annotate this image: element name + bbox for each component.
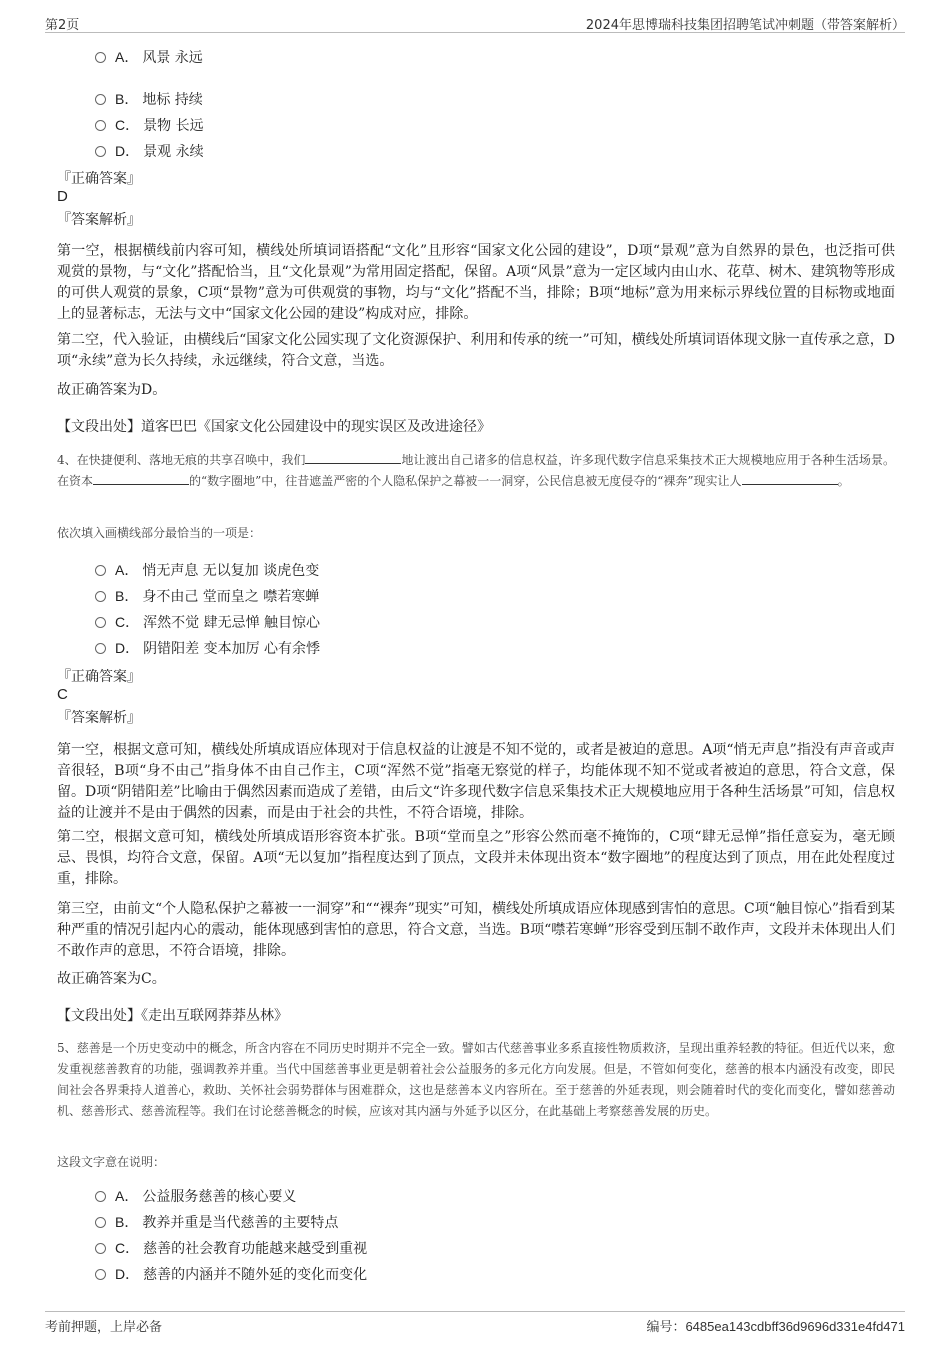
radio-icon[interactable]: [95, 643, 106, 654]
q4-answer: C: [57, 686, 68, 703]
q4-source: 【文段出处】《走出互联网莽莽丛林》: [57, 1008, 288, 1024]
blank-2: [93, 472, 189, 485]
q4-analysis-p2: 第二空，根据文意可知，横线处所填成语形容资本扩张。B项“堂而皇之”形容公然而毫不掩饰的，C项“肆无忌惮”指任意妄为，毫无顾忌、畏惧，均符合文意，保留。A项“无以复加”指程度达到了顶点，文段并未体现出资本“数字圈地”的程度达到了顶点，用在此处程度过重，排除。: [57, 829, 895, 887]
q4-analysis-label: 『答案解析』: [57, 710, 141, 726]
q3-option-c[interactable]: C． 景物 长远: [95, 112, 204, 138]
q3-answer: D: [57, 188, 68, 205]
document-title: 2024年思博瑞科技集团招聘笔试冲刺题（带答案解析）: [585, 18, 905, 33]
q4-option-a[interactable]: A． 悄无声息 无以复加 谈虎色变: [95, 557, 320, 583]
radio-icon[interactable]: [95, 94, 106, 105]
q4-answer-label: 『正确答案』: [57, 669, 141, 685]
q5-option-c[interactable]: C． 慈善的社会教育功能越来越受到重视: [95, 1235, 367, 1261]
radio-icon[interactable]: [95, 1217, 106, 1228]
q4-analysis-p1: 第一空，根据文意可知，横线处所填成语应体现对于信息权益的让渡是不知不觉的，或者是被迫的意思。A项“悄无声息”指没有声音或声音很轻，B项“身不由己”指身体不由自己作主，C项“浑然不觉”指毫无察觉的样子，均能体现不知不觉或者被迫的意思，符合文意，保留。D项“阴错阳差”比喻由于偶然因素而造成了差错，由后文“许多现代数字信息采集技术正大规模地应用于各种生活场景”可知，信息权益的让渡并不是由于偶然的因素，而是由于社会的共性，不符合语境，排除。: [57, 742, 895, 821]
radio-icon[interactable]: [95, 1191, 106, 1202]
q3-options: [95, 44, 203, 70]
q5-option-d[interactable]: D． 慈善的内涵并不随外延的变化而变化: [95, 1261, 367, 1287]
q3-option-d[interactable]: D． 景观 永续: [95, 138, 204, 164]
q4-option-c[interactable]: C． 浑然不觉 肆无忌惮 触目惊心: [95, 609, 320, 635]
q3-answer-label: 『正确答案』: [57, 171, 141, 187]
document-code: 编号：6485ea143cdbff36d9696d331e4fd471: [646, 1319, 905, 1335]
page-footer: [45, 1311, 905, 1334]
radio-icon[interactable]: [95, 52, 106, 63]
q5-prompt: 这段文字意在说明：: [57, 1155, 166, 1169]
footer-slogan: 考前押题，上岸必备: [45, 1320, 163, 1335]
q3-analysis-p2: 第二空，代入验证，由横线后“国家文化公园实现了文化资源保护、利用和传承的统一”可知，横线处所填词语体现文脉一直传承之意，D项“永续”意为长久持续，永远继续，符合文意，当选。: [57, 332, 895, 369]
q5-option-b[interactable]: B． 教养并重是当代慈善的主要特点: [95, 1209, 367, 1235]
q3-analysis-p1: 第一空，根据横线前内容可知，横线处所填词语搭配“文化”且形容“国家文化公园的建设”，D项“景观”意为自然界的景色，也泛指可供观赏的景物，与“文化”搭配恰当，且“文化景观”为常用固定搭配，保留。A项“风景”意为一定区域内由山水、花草、树木、建筑物等形成的可供人观赏的景象，C项“景物”意为可供观赏的事物，均与“文化”搭配不当，排除；B项“地标”意为用来标示界线位置的目标物或地面上的显著标志，无法与文中“国家文化公园的建设”构成对应，排除。: [57, 243, 895, 322]
page-header: [45, 12, 905, 33]
q3-analysis-p3: 故正确答案为D。: [57, 382, 167, 398]
radio-icon[interactable]: [95, 1243, 106, 1254]
q3-analysis-label: 『答案解析』: [57, 212, 141, 228]
q3-option-a[interactable]: A． 风景 永远: [95, 44, 203, 70]
q4-options: [95, 557, 320, 661]
q5-stem: 5、慈善是一个历史变动中的概念，所含内容在不同历史时期并不完全一致。譬如古代慈善事业多系直接性物质救济，呈现出重养轻教的特征。但近代以来，愈发重视慈善教育的功能，强调教养并重。当代中国慈善事业更是朝着社会公益服务的多元化方向发展。但是，不管如何变化，慈善的根本内涵没有改变，即民间社会各界秉持人道善心，救助、关怀社会弱势群体与困难群众，这也是慈善本义内容所在。至于慈善的外延表现，则会随着时代的变化而变化，譬如慈善动机、慈善形式、慈善流程等。我们在讨论慈善概念的时候，应该对其内涵与外延予以区分，在此基础上考察慈善发展的历史。: [57, 1041, 895, 1118]
radio-icon[interactable]: [95, 120, 106, 131]
blank-3: [742, 472, 838, 485]
q3-option-b[interactable]: B． 地标 持续: [95, 86, 204, 112]
radio-icon[interactable]: [95, 617, 106, 628]
q3-options-rest: [95, 86, 204, 164]
radio-icon[interactable]: [95, 1269, 106, 1280]
radio-icon[interactable]: [95, 591, 106, 602]
q5-options: [95, 1183, 367, 1287]
q4-analysis-p4: 故正确答案为C。: [57, 971, 166, 987]
q5-option-a[interactable]: A． 公益服务慈善的核心要义: [95, 1183, 367, 1209]
radio-icon[interactable]: [95, 565, 106, 576]
blank-1: [305, 451, 401, 464]
q4-analysis-p3: 第三空，由前文“个人隐私保护之幕被一一洞穿”和““裸奔”现实”可知，横线处所填成语应体现感到害怕的意思。C项“触目惊心”指看到某种严重的情况引起内心的震动，能体现感到害怕的意思，符合文意，当选。B项“噤若寒蝉”形容受到压制不敢作声，文段并未体现出人们不敢作声的意思，不符合语境，排除。: [57, 901, 895, 959]
q4-option-d[interactable]: D． 阴错阳差 变本加厉 心有余悸: [95, 635, 320, 661]
q3-source: 【文段出处】道客巴巴《国家文化公园建设中的现实误区及改进途径》: [57, 419, 491, 435]
page-number: 第2页: [45, 18, 80, 33]
q4-option-b[interactable]: B． 身不由己 堂而皇之 噤若寒蝉: [95, 583, 320, 609]
q4-stem: 4、在快捷便利、落地无痕的共享召唤中，我们 地让渡出自己诸多的信息权益，许多现代数字信息采集技术正大规模地应用于各种生活场景。在资本 的“数字圈地”中，往昔遮盖严密的个人隐私保护之幕被一一洞穿，公民信息被无度侵夺的“裸奔”现实让人 。: [57, 453, 895, 488]
radio-icon[interactable]: [95, 146, 106, 157]
q4-prompt: 依次填入画横线部分最恰当的一项是：: [57, 526, 262, 540]
